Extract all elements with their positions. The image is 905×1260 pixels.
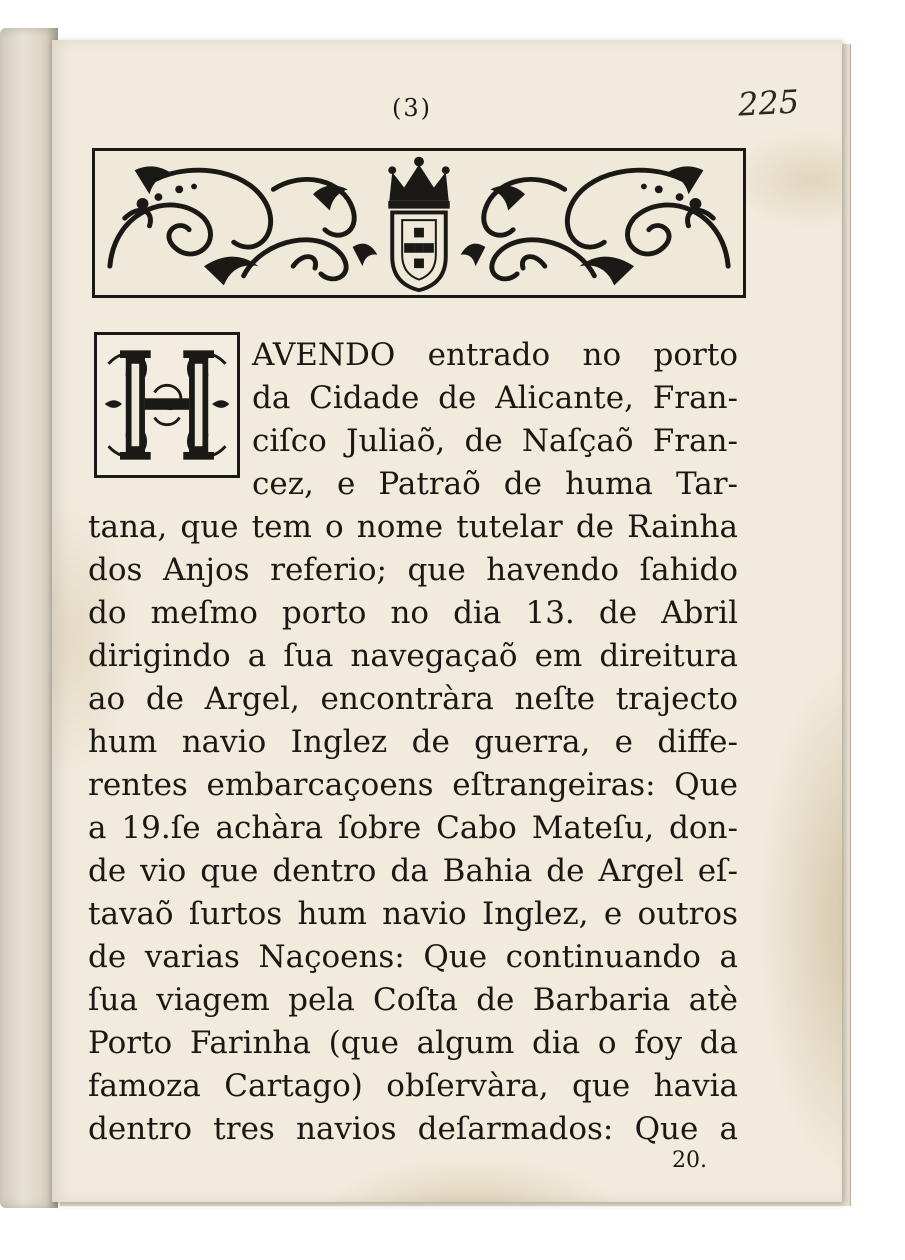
text-line: ſua viagem pela Coſta de Barbaria atè xyxy=(88,982,738,1018)
text-line: rentes embarcaçoens eſtrangeiras: Que xyxy=(88,767,738,803)
text-line: de varias Naçoens: Que continuando a xyxy=(88,939,738,975)
text-line: Porto Farinha (que algum dia o foy da xyxy=(88,1025,738,1061)
text-line: de vio que dentro da Bahia de Argel eſ- xyxy=(88,853,738,889)
ornamental-initial-icon xyxy=(97,335,237,475)
previous-page-edge xyxy=(0,28,58,1208)
handwritten-folio-number: 225 xyxy=(737,82,801,124)
text-line: da Cidade de Alicante, Fran- xyxy=(252,380,738,416)
catchword: 20. xyxy=(672,1148,707,1173)
text-line: hum navio Inglez de guerra, e diffe- xyxy=(88,724,738,760)
text-line: tavaõ ſurtos hum navio Inglez, e outros xyxy=(88,896,738,932)
book-page xyxy=(52,40,842,1202)
page-number: (3) xyxy=(392,94,432,122)
coat-of-arms-scrollwork-icon xyxy=(95,151,743,295)
text-line: ao de Argel, encontràra neſte trajecto xyxy=(88,681,738,717)
text-line: cez, e Patraõ de huma Tar- xyxy=(252,466,738,502)
text-line: dos Anjos referio; que havendo ſahido xyxy=(88,552,738,588)
text-line: do meſmo porto no dia 13. de Abril xyxy=(88,595,738,631)
text-line: dentro tres navios deſarmados: Que a xyxy=(88,1111,738,1147)
text-line: famoza Cartago) obſervàra, que havia xyxy=(88,1068,738,1104)
decorated-initial xyxy=(94,332,240,478)
text-line: AVENDO entrado no porto xyxy=(252,337,738,373)
headpiece-ornament xyxy=(92,148,746,298)
text-line: dirigindo a ſua navegaçaõ em direitura xyxy=(88,638,738,674)
text-line: a 19.ſe achàra ſobre Cabo Mateſu, don- xyxy=(88,810,738,846)
text-line: tana, que tem o nome tutelar de Rainha xyxy=(88,509,738,545)
text-line: ciſco Juliaõ, de Naſçaõ Fran- xyxy=(252,423,738,459)
